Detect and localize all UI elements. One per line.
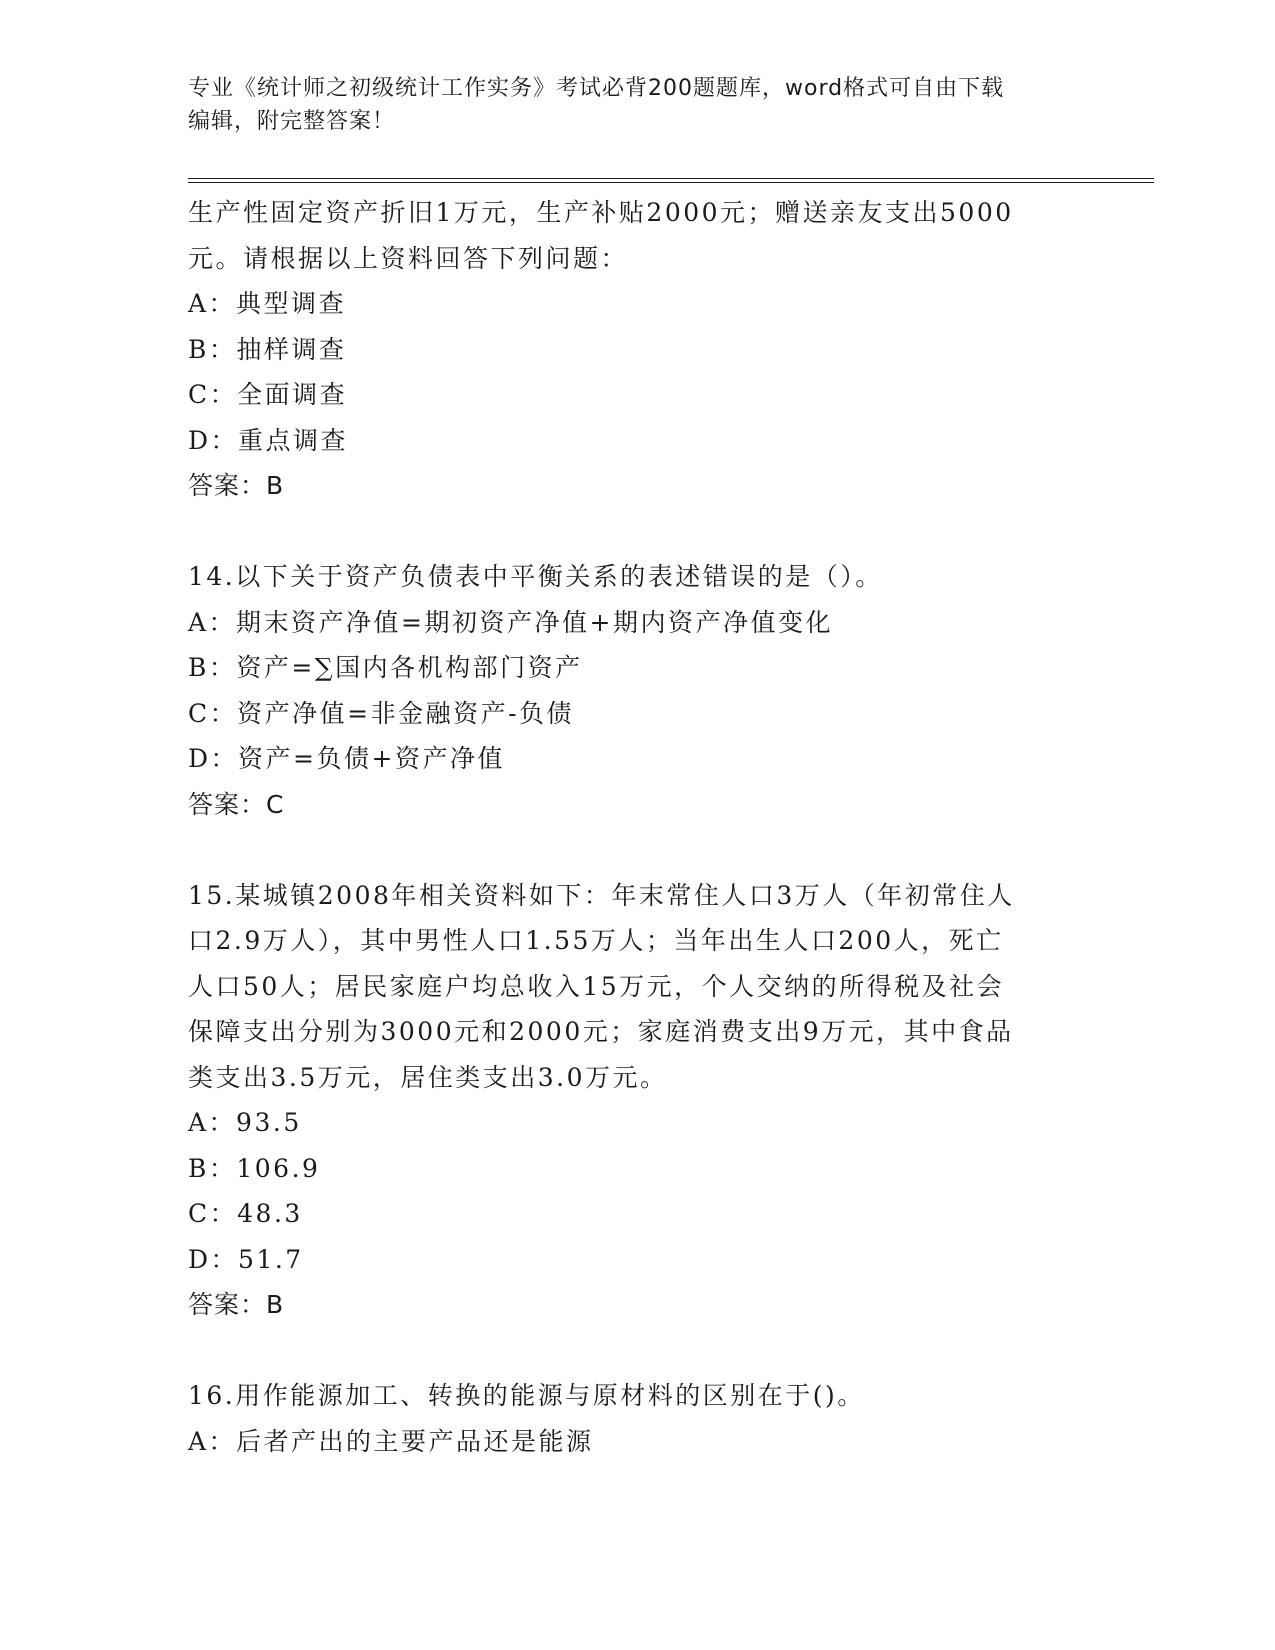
option-c: C：全面调查 <box>188 380 348 409</box>
option-c: C：48.3 <box>188 1199 303 1228</box>
question-16 <box>188 1373 1088 1464</box>
option-b: B：资产=∑国内各机构部门资产 <box>188 653 583 682</box>
question-stem-line: 16.用作能源加工、转换的能源与原材料的区别在于()。 <box>188 1381 865 1410</box>
option-b: B：106.9 <box>188 1153 321 1183</box>
option-b: B：抽样调查 <box>188 334 347 364</box>
question-stem-line: 人口50人；居民家庭户均总收入15万元，个人交纳的所得税及社会 <box>188 971 1005 1001</box>
spacer <box>188 1328 1088 1374</box>
spacer <box>188 509 1088 555</box>
answer-line: 答案：B <box>188 471 285 500</box>
question-14 <box>188 554 1088 827</box>
question-13 <box>188 190 1088 509</box>
option-a: A：典型调查 <box>188 289 347 318</box>
question-stem-line: 类支出3.5万元，居住类支出3.0万元。 <box>188 1062 668 1092</box>
question-stem-line: 14.以下关于资产负债表中平衡关系的表述错误的是（）。 <box>188 562 883 591</box>
spacer <box>188 827 1088 873</box>
question-15 <box>188 873 1088 1328</box>
option-c: C：资产净值=非金融资产-负债 <box>188 698 575 728</box>
option-d: D：资产=负债+资产净值 <box>188 744 505 773</box>
question-stem-line: 保障支出分别为3000元和2000元；家庭消费支出9万元，其中食品 <box>188 1017 1014 1046</box>
option-a: A：后者产出的主要产品还是能源 <box>188 1426 594 1456</box>
header-title-line-1: 专业《统计师之初级统计工作实务》考试必背200题题库，word格式可自由下载 <box>188 76 1005 101</box>
question-stem-line: 元。请根据以上资料回答下列问题： <box>188 243 629 273</box>
option-d: D：51.7 <box>188 1244 304 1274</box>
option-a: A：93.5 <box>188 1108 302 1137</box>
option-d: D：重点调查 <box>188 425 349 455</box>
question-stem-line: 口2.9万人），其中男性人口1.55万人；当年出生人口200人，死亡 <box>188 926 1004 955</box>
option-a: A：期末资产净值=期初资产净值+期内资产净值变化 <box>188 607 833 637</box>
question-stem-line: 15.某城镇2008年相关资料如下：年末常住人口3万人（年初常住人 <box>188 880 1015 910</box>
header-divider-bottom <box>188 182 1154 183</box>
document-body <box>188 190 1088 1464</box>
question-stem-line: 生产性固定资产折旧1万元，生产补贴2000元；赠送亲友支出5000 <box>188 198 1014 227</box>
answer-line: 答案：B <box>188 1290 285 1319</box>
document-header <box>188 72 1088 138</box>
answer-line: 答案：C <box>188 789 285 819</box>
header-divider-top <box>188 178 1154 179</box>
header-title-line-2: 编辑，附完整答案！ <box>188 109 396 134</box>
